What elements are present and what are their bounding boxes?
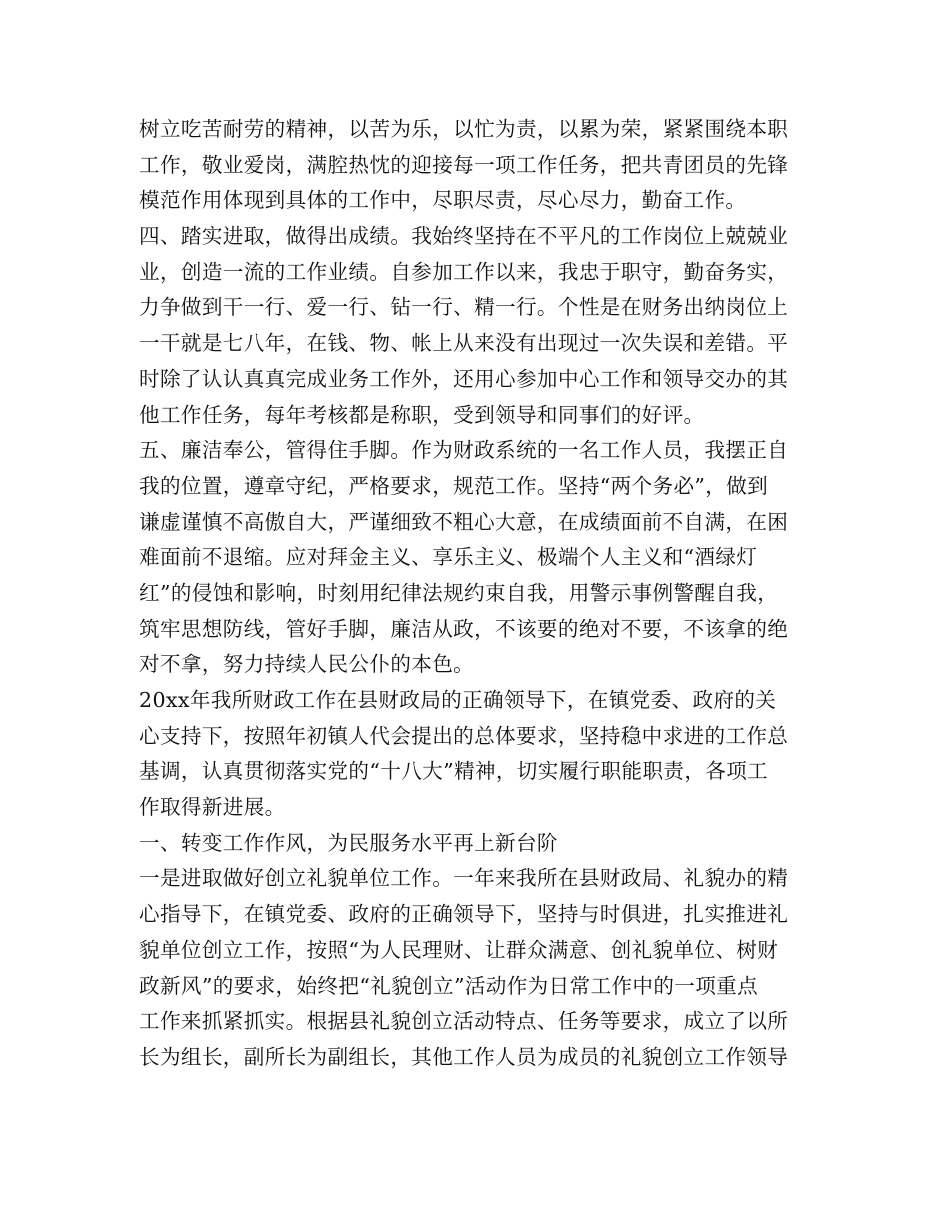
text-line: 20xx年我所财政工作在县财政局的正确领导下，在镇党委、政府的关 [139, 688, 777, 712]
text-line: 树立吃苦耐劳的精神，以苦为乐，以忙为责，以累为荣，紧紧围绕本职 [139, 117, 789, 141]
text-line: 心支持下，按照年初镇人代会提出的总体要求，坚持稳中求进的工作总 [139, 723, 789, 748]
text-line: 筑牢思想防线，管好手脚，廉洁从政，不该要的绝对不要，不该拿的绝 [139, 616, 789, 641]
text-line: 心指导下，在镇党委、政府的正确领导下，坚持与时俱进，扎实推进礼 [139, 902, 789, 927]
text-line: 对不拿，努力持续人民公仆的本色。 [139, 652, 475, 677]
text-line: 时除了认认真真完成业务工作外，还用心参加中心工作和领导交办的其 [139, 366, 789, 391]
text-line: 一、转变工作作风，为民服务水平再上新台阶 [139, 830, 558, 855]
text-line: 四、踏实进取，做得出成绩。我始终坚持在不平凡的工作岗位上兢兢业 [139, 224, 789, 249]
text-line: 工作来抓紧抓实。根据县礼貌创立活动特点、任务等要求，成立了以所 [139, 1009, 789, 1034]
text-line: 貌单位创立工作，按照“为人民理财、让群众满意、创礼貌单位、树财 [139, 937, 779, 962]
text-line: 一是进取做好创立礼貌单位工作。一年来我所在县财政局、礼貌办的精 [139, 866, 789, 891]
text-line: 作取得新进展。 [139, 795, 286, 820]
text-line: 基调，认真贯彻落实党的“十八大”精神，切实履行职能职责，各项工 [139, 759, 769, 784]
text-line: 政新风”的要求，始终把“礼貌创立”活动作为日常工作中的一项重点 [139, 973, 759, 998]
text-line: 红”的侵蚀和影响，时刻用纪律法规约束自我，用警示事例警醒自我， [139, 580, 779, 605]
text-line: 难面前不退缩。应对拜金主义、享乐主义、极端个人主义和“酒绿灯 [139, 545, 758, 570]
document-page [139, 112, 819, 1076]
text-line: 我的位置，遵章守纪，严格要求，规范工作。坚持“两个务必”，做到 [139, 473, 769, 498]
text-line: 力争做到干一行、爱一行、钻一行、精一行。个性是在财务出纳岗位上 [139, 295, 789, 320]
text-line: 五、廉洁奉公，管得住手脚。作为财政系统的一名工作人员，我摆正自 [139, 438, 789, 463]
text-line: 长为组长，副所长为副组长，其他工作人员为成员的礼貌创立工作领导 [139, 1044, 789, 1069]
text-line: 业，创造一流的工作业绩。自参加工作以来，我忠于职守，勤奋务实， [139, 259, 789, 284]
text-line: 谦虚谨慎不高傲自大，严谨细致不粗心大意，在成绩面前不自满，在困 [139, 509, 789, 534]
text-line: 工作，敬业爱岗，满腔热忱的迎接每一项工作任务，把共青团员的先锋 [139, 152, 789, 177]
text-line: 模范作用体现到具体的工作中，尽职尽责，尽心尽力，勤奋工作。 [139, 188, 747, 213]
text-line: 一干就是七八年，在钱、物、帐上从来没有出现过一次失误和差错。平 [139, 331, 789, 356]
text-line: 他工作任务，每年考核都是称职，受到领导和同事们的好评。 [139, 402, 705, 427]
